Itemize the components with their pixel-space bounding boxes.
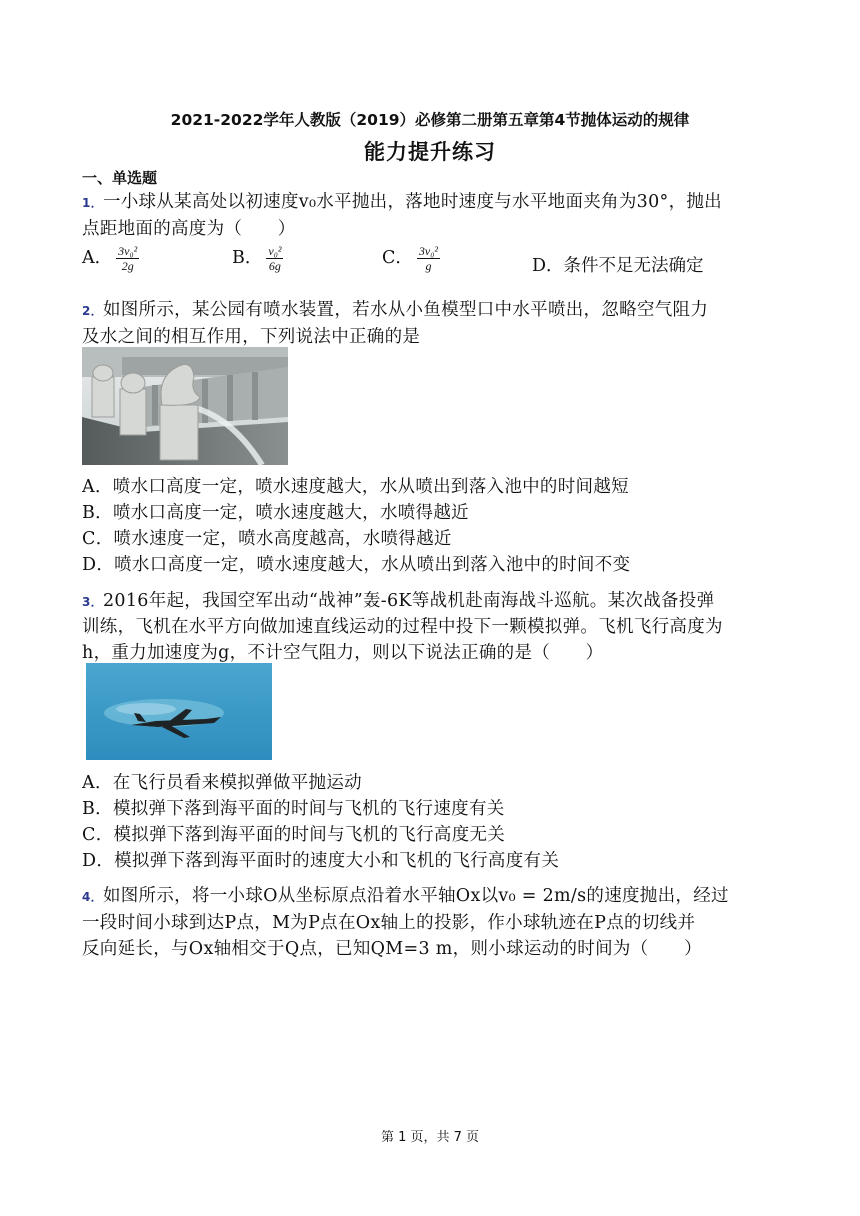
document-subtitle: 能力提升练习 <box>364 140 496 164</box>
q1-option-a-numerator: 3v₀² <box>118 244 138 258</box>
q1-line-1 <box>82 188 722 213</box>
q1-option-c-numerator: 3v₀² <box>418 244 438 258</box>
q1-option-b-label: B． <box>232 248 263 268</box>
q1-option-c-fraction <box>417 244 440 273</box>
q1-option-c-denominator: g <box>425 259 432 273</box>
q2-option-d: D．喷水口高度一定，喷水速度越大，水从喷出到落入池中的时间不变 <box>82 555 631 575</box>
q3-line-1 <box>82 587 714 612</box>
q1-option-b-denominator: 6g <box>268 259 281 273</box>
q1-line-2: 点距地面的高度为（ ） <box>82 219 296 239</box>
q2-line-2: 及水之间的相互作用，下列说法中正确的是 <box>82 327 421 347</box>
q3-line-2: 训练，飞机在水平方向做加速直线运动的过程中投下一颗模拟弹。飞机飞行高度为 <box>82 617 723 637</box>
q1-option-a-label: A． <box>82 248 113 268</box>
q1-option-b <box>232 244 283 273</box>
q1-number: 1． <box>82 196 103 210</box>
q1-option-a-fraction <box>116 244 139 273</box>
q1-option-c <box>382 244 440 273</box>
q1-option-c-label: C． <box>382 248 413 268</box>
q4-line-1 <box>82 882 729 907</box>
q3-option-b: B．模拟弹下落到海平面的时间与飞机的飞行速度有关 <box>82 799 505 819</box>
q2-text-1: 如图所示，某公园有喷水装置，若水从小鱼模型口中水平喷出，忽略空气阻力 <box>102 300 709 320</box>
q3-text-1: 2016年起，我国空军出动“战神”轰-6K等战机赴南海战斗巡航。某次战备投弹 <box>102 591 715 611</box>
q2-option-b: B．喷水口高度一定，喷水速度越大，水喷得越近 <box>82 503 469 523</box>
q4-text-1: 如图所示，将一小球O从坐标原点沿着水平轴Ox以v₀ = 2m/s的速度抛出，经过 <box>102 886 729 906</box>
q3-option-d: D．模拟弹下落到海平面时的速度大小和飞机的飞行高度有关 <box>82 851 560 871</box>
q4-number: 4． <box>82 890 103 904</box>
q1-option-d: D．条件不足无法确定 <box>532 256 704 276</box>
document-title: 2021-2022学年人教版（2019）必修第二册第五章第4节抛体运动的规律 <box>170 111 690 129</box>
q3-option-a: A．在飞行员看来模拟弹做平抛运动 <box>82 773 362 793</box>
q3-line-3: h，重力加速度为g，不计空气阻力，则以下说法正确的是（ ） <box>82 643 604 663</box>
q3-number: 3． <box>82 595 103 609</box>
q1-option-b-numerator: v₀² <box>268 244 282 258</box>
q4-line-3: 反向延长，与Ox轴相交于Q点，已知QM=3 m，则小球运动的时间为（ ） <box>82 939 702 959</box>
q2-line-1 <box>82 296 708 321</box>
q2-number: 2． <box>82 304 103 318</box>
q3-option-c: C．模拟弹下落到海平面的时间与飞机的飞行高度无关 <box>82 825 506 845</box>
fish-fountain-photo <box>82 347 288 465</box>
q1-text-1: 一小球从某高处以初速度v₀水平抛出，落地时速度与水平地面夹角为30°，抛出 <box>102 192 722 212</box>
q1-option-a-denominator: 2g <box>121 259 134 273</box>
q1-option-a <box>82 244 139 273</box>
bomber-aircraft-photo <box>86 663 272 760</box>
q4-line-2: 一段时间小球到达P点，M为P点在Ox轴上的投影，作小球轨迹在P点的切线并 <box>82 913 696 933</box>
section-heading: 一、单选题 <box>82 169 158 187</box>
q1-option-b-fraction <box>266 244 283 273</box>
q2-option-c: C．喷水速度一定，喷水高度越高，水喷得越近 <box>82 529 452 549</box>
q2-option-a: A．喷水口高度一定，喷水速度越大，水从喷出到落入池中的时间越短 <box>82 477 629 497</box>
page-footer: 第 1 页，共 7 页 <box>380 1130 480 1145</box>
